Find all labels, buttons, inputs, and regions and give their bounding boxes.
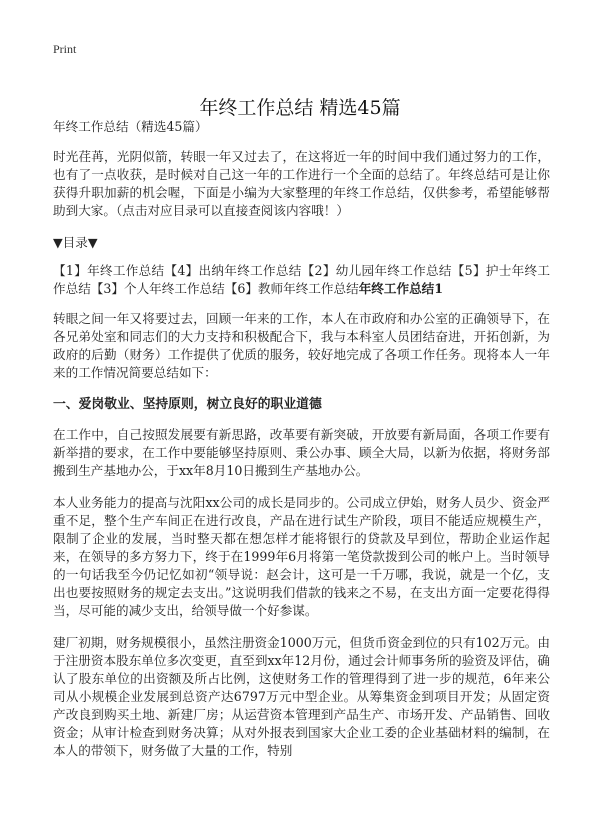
table-of-contents	[53, 262, 550, 298]
toc-link-6[interactable]: 【6】教师年终工作总结	[224, 281, 359, 296]
print-label[interactable]: Print	[53, 42, 77, 56]
toc-header: ▼目录▼	[53, 235, 98, 250]
document-body	[53, 118, 550, 774]
paragraph-4: 建厂初期，财务规模很小，虽然注册资金1000万元，但货币资金到位的只有102万元。由于注册资本股东单位多次变更，直至到xx年12月份，通过会计师事务所的验资及评估，确认了股东单位的出资额及所占比例，这使财务工作的管理得到了进一步的规范，6年来公司从小规模企业发展到总资产达6797万元中型企业。从筹集资金到项目开发；从固定资产改良到购买土地、新建厂房；从运营资本管理到产品生产、市场开发、产品销售、回收资金；从审计检查到财务决算；从对外报表到国家大企业工委的企业基础材料的编制，在本人的带领下，财务做了大量的工作，特别	[53, 635, 550, 758]
heading-1: 一、爱岗敬业、坚持原则，树立良好的职业道德	[53, 397, 322, 412]
section-title: 年终工作总结1	[358, 281, 444, 296]
toc-link-4[interactable]: 【4】出纳年终工作总结	[164, 263, 302, 278]
toc-link-5[interactable]: 【5】护士年终工作总结	[53, 263, 551, 296]
paragraph-2: 在工作中，自己按照发展要有新思路，改革要有新突破，开放要有新局面，各项工作要有新举措的要求，在工作中要能够坚持原则、秉公办事、顾全大局，以新为依据，将财务部搬到生产基地办公，于xx年8月10日搬到生产基地办公。	[53, 427, 550, 478]
toc-link-2[interactable]: 【2】幼儿园年终工作总结	[301, 263, 452, 278]
paragraph-3: 本人业务能力的提高与沈阳xx公司的成长是同步的。公司成立伊始，财务人员少、资金严重不足，整个生产车间正在进行改良，产品在进行试生产阶段，项目不能适应规模生产，限制了企业的发展，当时整天都在想怎样才能将银行的贷款及早到位，帮助企业运作起来，在领导的多方努力下，终于在1999年6月将第一笔贷款拨到公司的帐户上。当时领导的一句话我至今仍记忆如初“领导说：赵会计，这可是一千万哪，我说，就是一个亿，支出也要按照财务的规定去支出。”这说明我们借款的钱来之不易，在支出方面一定要花得得当，尽可能的减少支出，给领导做一个好参谋。	[53, 495, 550, 618]
document-subtitle: 年终工作总结（精选45篇）	[53, 119, 208, 134]
paragraph-1: 转眼之间一年又将要过去，回顾一年来的工作，本人在市政府和办公室的正确领导下，在各兄弟处室和同志们的大力支持和积极配合下，我与本科室人员团结奋进，开拓创新，为政府的后勤（财务）工作提供了优质的服务，较好地完成了各项工作任务。现将本人一年来的工作情况简要总结如下：	[53, 311, 550, 380]
page-title: 年终工作总结 精选45篇	[199, 96, 401, 119]
intro-paragraph: 时光荏苒，光阴似箭，转眼一年又过去了，在这将近一年的时间中我们通过努力的工作，也有了一点收获，是时候对自己这一年的工作进行一个全面的总结了。年终总结可是让你获得升职加薪的机会喔，下面是小编为大家整理的年终工作总结，仅供参考，希望能够帮助到大家。（点击对应目录可以直接查阅该内容哦！）	[53, 149, 550, 218]
toc-link-1[interactable]: 【1】年终工作总结	[53, 263, 165, 278]
toc-link-3[interactable]: 【3】个人年终工作总结	[90, 281, 225, 296]
